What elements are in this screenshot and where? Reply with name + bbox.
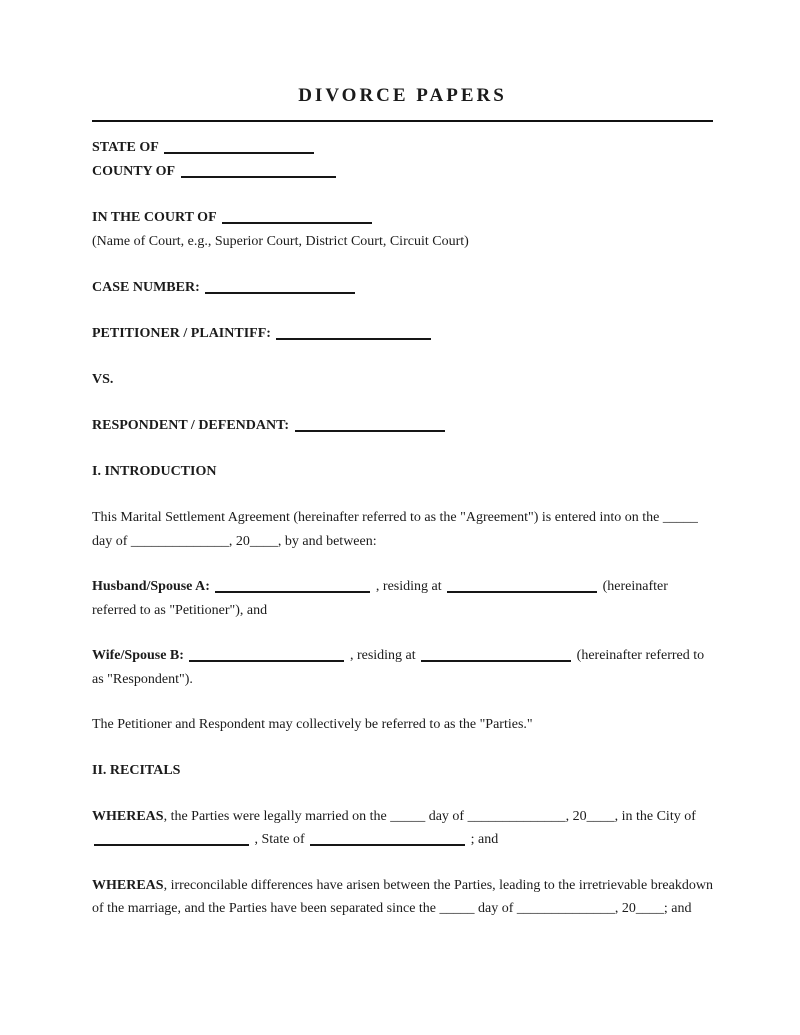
vs-line [92,368,713,392]
court-name-field [92,206,713,230]
introduction-paragraph: This Marital Settlement Agreement (hereinafter referred to as the "Agreement") is entered into on the _____ day of ______________, 20____, by and between: [92,510,698,549]
respondent-field [92,414,713,438]
wife-name-blank [189,650,344,662]
husband-residing-text: , residing at [375,579,442,594]
state-of-blank [164,142,314,154]
whereas-marriage-term: WHEREAS [92,808,164,824]
whereas-marriage-text-c: ; and [470,832,499,847]
whereas-separation-term: WHEREAS [92,877,164,893]
wife-residing-text: , residing at [349,648,416,663]
husband-address-blank [447,581,597,593]
title-divider [92,120,713,122]
marriage-city-blank [94,834,249,846]
case-number-field [92,276,713,300]
respondent-blank [295,420,445,432]
document-title: DIVORCE PAPERS [298,85,507,106]
county-of-field [92,160,713,184]
whereas-marriage-clause [92,805,713,852]
petitioner-field [92,322,713,346]
court-name-blank [222,212,372,224]
whereas-marriage-text-b: , State of [254,832,305,847]
section-heading-recitals: II. RECITALS [92,762,181,778]
case-number-label: CASE NUMBER: [92,280,200,295]
whereas-marriage-text-a: , the Parties were legally married on the _____ day of ______________, 20____, in the City of [163,808,696,824]
case-number-blank [205,282,355,294]
state-of-label: STATE OF [92,140,159,155]
marriage-state-blank [310,834,465,846]
wife-label: Wife/Spouse B: [92,648,184,663]
vs-label: VS. [92,372,114,387]
parties-note: The Petitioner and Respondent may collectively be referred to as the "Parties." [92,717,533,732]
court-name-label: IN THE COURT OF [92,210,217,225]
section-heading-introduction: I. INTRODUCTION [92,464,217,479]
petitioner-label: PETITIONER / PLAINTIFF: [92,326,271,341]
wife-tail-text: (hereinafter referred to as "Respondent"). [92,648,705,687]
county-of-blank [181,166,336,178]
husband-label: Husband/Spouse A: [92,579,210,594]
whereas-separation-clause [92,874,713,921]
whereas-separation-text: , irreconcilable differences have arisen between the Parties, leading to the irretrievable breakdown of the marriage, and the Parties have been separated since the _____ day of ______________, 20____; and [92,877,713,916]
county-of-label: COUNTY OF [92,164,176,179]
husband-clause [92,575,713,622]
court-name-note: (Name of Court, e.g., Superior Court, District Court, Circuit Court) [92,234,469,249]
state-of-field [92,136,713,160]
husband-name-blank [215,581,370,593]
respondent-label: RESPONDENT / DEFENDANT: [92,418,290,433]
husband-tail-text: (hereinafter referred to as "Petitioner"), and [92,579,668,618]
wife-clause [92,644,713,691]
wife-address-blank [421,650,571,662]
petitioner-blank [276,328,431,340]
